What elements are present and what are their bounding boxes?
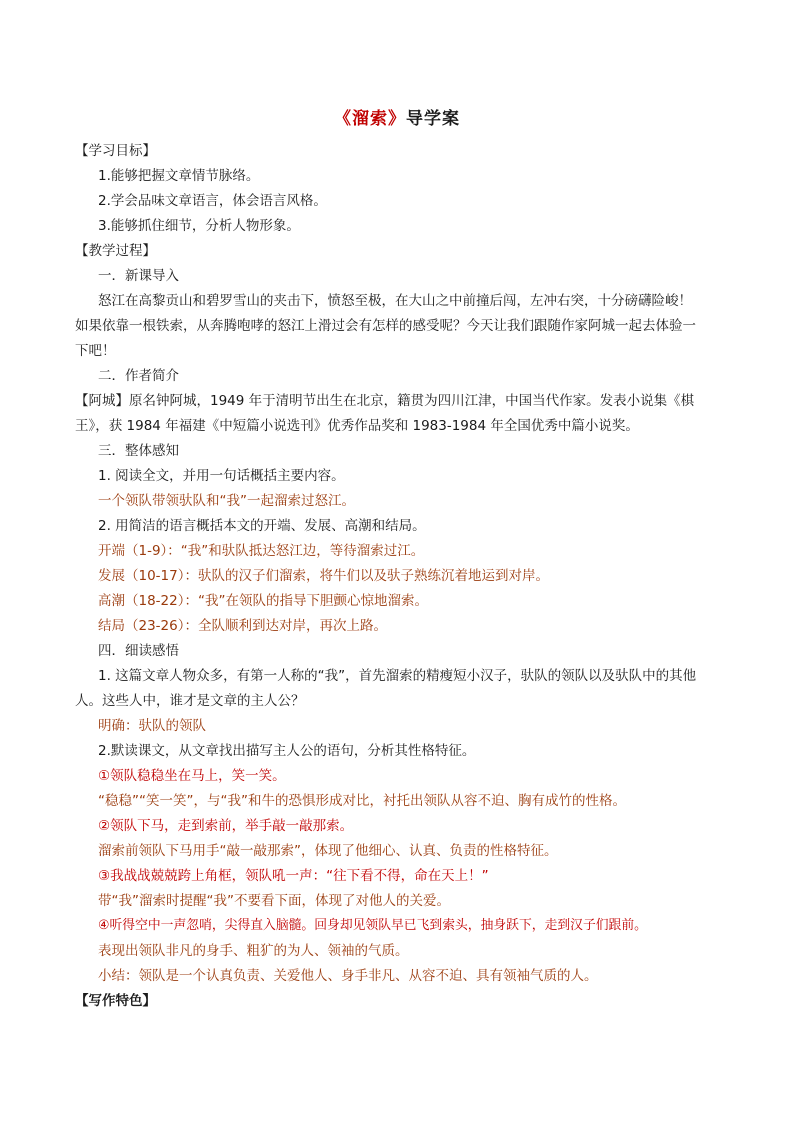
goal-item: 3.能够抓住细节，分析人物形象。	[98, 218, 300, 234]
analysis-item: “稳稳”“笑一笑”，与“我”和牛的恐惧形成对比，衬托出领队从容不迫、胸有成竹的性格。	[98, 793, 626, 809]
plot-item: 开端（1-9）：“我”和驮队抵达怒江边，等待溜索过江。	[98, 543, 425, 559]
plot-item: 高潮（18-22）：“我”在领队的指导下胆颤心惊地溜索。	[98, 593, 428, 609]
subsection-header: 三．整体感知	[98, 443, 179, 459]
plot-item: 结局（23-26）：全队顺利到达对岸，再次上路。	[98, 618, 387, 634]
subsection-header: 一．新课导入	[98, 268, 179, 284]
question: 1. 阅读全文，并用一句话概括主要内容。	[98, 468, 345, 484]
quote-item: ②领队下马，走到索前，举手敲一敲那索。	[98, 818, 354, 834]
paragraph-line: 【阿城】原名钟阿城，1949 年于清明节出生在北京，籍贯为四川江津，中国当代作家。发表小说集《棋	[75, 393, 695, 409]
question: 2.默读课文，从文章找出描写主人公的语句，分析其性格特征。	[98, 743, 476, 759]
goal-item: 2.学会品味文章语言，体会语言风格。	[98, 193, 327, 209]
answer: 一个领队带领驮队和“我”一起溜索过怒江。	[98, 493, 355, 509]
analysis-item: 表现出领队非凡的身手、粗犷的为人、领袖的气质。	[98, 943, 409, 959]
title-rest: 导学案	[406, 109, 460, 129]
answer: 明确：驮队的领队	[98, 718, 206, 734]
paragraph-line: 怒江在高黎贡山和碧罗雪山的夹击下，愤怒至极，在大山之中前撞后闯，左冲右突，十分磅礴险峻！	[98, 293, 692, 309]
analysis-item: 溜索前领队下马用手“敲一敲那索”，体现了他细心、认真、负责的性格特征。	[98, 843, 558, 859]
page-title	[0, 104, 794, 129]
quote-item: ①领队稳稳坐在马上，笑一笑。	[98, 768, 286, 784]
plot-item: 发展（10-17）：驮队的汉子们溜索，将牛们以及驮子熟练沉着地运到对岸。	[98, 568, 549, 584]
question: 2. 用简洁的语言概括本文的开端、发展、高潮和结局。	[98, 518, 426, 534]
subsection-header: 二．作者简介	[98, 368, 179, 384]
analysis-item: 带“我”溜索时提醒“我”不要看下面，体现了对他人的关爱。	[98, 893, 450, 909]
quote-item: ③我战战兢兢跨上角框，领队吼一声：“往下看不得，命在天上！”	[98, 868, 489, 884]
subsection-header: 四．细读感悟	[98, 643, 179, 659]
quote-item: ④听得空中一声忽哨，尖得直入脑髓。回身却见领队早已飞到索头，抽身跃下，走到汉子们跟前。	[98, 918, 647, 933]
question-line: 人。这些人中，谁才是文章的主人公？	[75, 693, 305, 709]
paragraph-line: 下吧！	[75, 343, 116, 359]
question-line: 1. 这篇文章人物众多，有第一人称的“我”，首先溜索的精瘦短小汉子，驮队的领队以及驮队中的其他	[98, 668, 697, 684]
goal-item: 1.能够把握文章情节脉络。	[98, 168, 260, 184]
paragraph-line: 如果依靠一根铁索，从奔腾咆哮的怒江上滑过会有怎样的感受呢？今天让我们跟随作家阿城一起去体验一	[75, 318, 696, 334]
section-header-process: 【教学过程】	[75, 243, 156, 259]
section-header-writing: 【写作特色】	[75, 993, 156, 1009]
title-book: 《溜索》	[334, 109, 406, 129]
section-header-goals: 【学习目标】	[75, 143, 156, 159]
paragraph-line: 王》，获 1984 年福建《中短篇小说选刊》优秀作品奖和 1983-1984 年全国优秀中篇小说奖。	[75, 418, 639, 434]
summary: 小结：领队是一个认真负责、关爱他人、身手非凡、从容不迫、具有领袖气质的人。	[98, 968, 598, 984]
